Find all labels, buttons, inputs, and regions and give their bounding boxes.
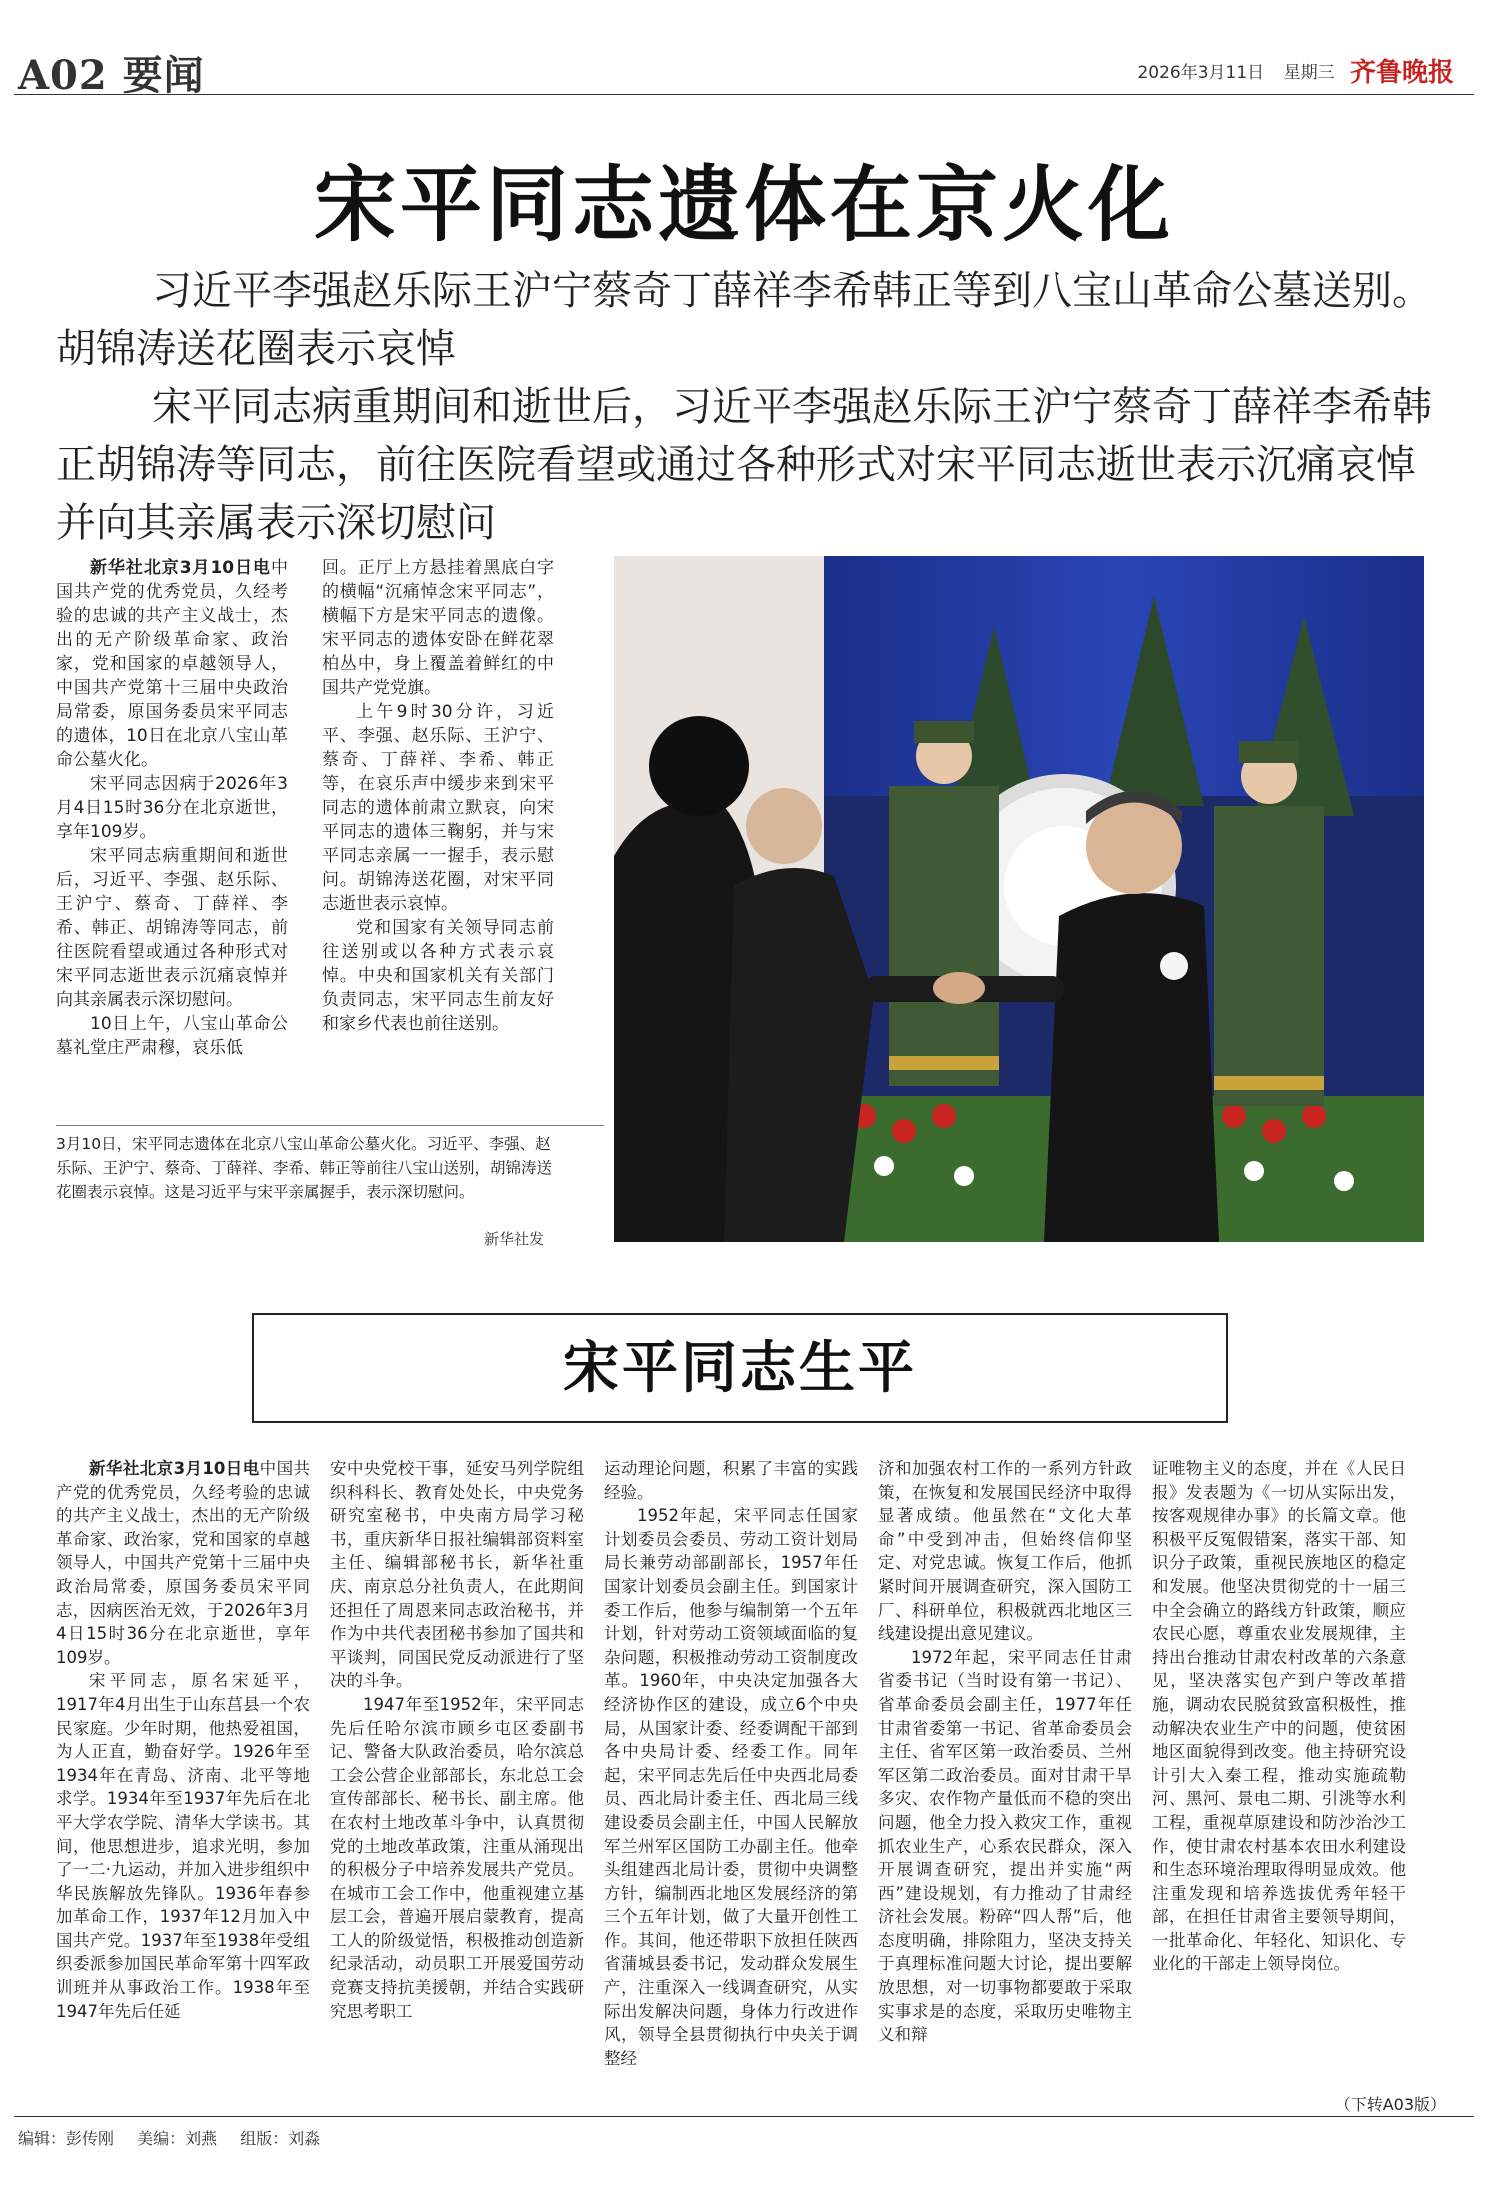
bio-column <box>56 1457 310 2023</box>
paragraph: 1947年至1952年，宋平同志先后任哈尔滨市顾乡屯区委副书记、警备大队政治委员，哈尔滨总工会公营企业部部长，东北总工会宣传部部长、秘书长、副主席。他在农村土地改革斗争中，认真贯彻党的土地改革政策，注重从涌现出的积极分子中培养发展共产党员。在城市工会工作中，他重视建立基层工会，普遍开展启蒙教育，提高工人的阶级觉悟，积极推动创造新纪录活动，动员职工开展爱国劳动竞赛支持抗美援朝，并结合实践研究思考职工 <box>330 1694 584 2021</box>
page-section-label: A02 要闻 <box>18 52 205 99</box>
photo-credit: 新华社发 <box>484 1230 545 1248</box>
paragraph: 宋平同志病重期间和逝世后，习近平、李强、赵乐际、王沪宁、蔡奇、丁薛祥、李希、韩正、胡锦涛等同志，前往医院看望或通过各种形式对宋平同志逝世表示沉痛哀悼并向其亲属表示深切慰问。 <box>56 846 288 1010</box>
paragraph: 1972年起，宋平同志任甘肃省委书记（当时设有第一书记）、省革命委员会副主任，1977年任甘肃省委第一书记、省革命委员会主任、省军区第一政治委员、兰州军区第二政治委员。面对甘肃干旱多灾、农作物产量低而不稳的突出问题，他全力投入救灾工作，重视抓农业生产，心系农民群众，深入开展调查研究，提出并实施“两西”建设规划，有力推动了甘肃经济社会发展。粉碎“四人帮”后，他态度明确，排除阻力，坚决支持关于真理标准问题大讨论，提出要解放思想，对一切事物都要敢于采取实事求是的态度，采取历史唯物主义和辩 <box>878 1647 1132 2045</box>
caption-rule <box>56 1125 604 1126</box>
paragraph: 中国共产党的优秀党员，久经考验的忠诚的共产主义战士，杰出的无产阶级革命家、政治家，党和国家的卓越领导人，中国共产党第十三届中央政治局常委，原国务委员宋平同志，因病医治无效，于2026年3月4日15时36分在北京逝世，享年109岁。 <box>56 1459 310 1667</box>
header-rule <box>14 94 1474 95</box>
footer-credits <box>18 2126 338 2149</box>
paragraph: 党和国家有关领导同志前往送别或以各种方式表示哀悼。中央和国家机关有关部门负责同志，宋平同志生前友好和家乡代表也前往送别。 <box>322 918 554 1034</box>
paragraph: 10日上午，八宝山革命公墓礼堂庄严肃穆，哀乐低 <box>56 1014 288 1058</box>
bio-column <box>604 1457 858 2070</box>
paragraph: 上午9时30分许，习近平、李强、赵乐际、王沪宁、蔡奇、丁薛祥、李希、韩正等，在哀乐声中缓步来到宋平同志的遗体前肃立默哀，向宋平同志的遗体三鞠躬，并与宋平同志亲属一一握手，表示慰问。胡锦涛送花圈，对宋平同志逝世表示哀悼。 <box>322 702 554 914</box>
issue-weekday: 星期三 <box>1283 63 1335 83</box>
issue-date: 2026年3月11日 <box>1137 63 1265 83</box>
paragraph: 济和加强农村工作的一系列方针政策，在恢复和发展国民经济中取得显著成绩。他虽然在“文化大革命”中受到冲击，但始终信仰坚定、对党忠诚。恢复工作后，他抓紧时间开展调查研究，深入国防工厂、科研单位，积极就西北地区三线建设提出意见建议。 <box>878 1459 1132 1644</box>
art-credit: 美编：刘燕 <box>137 2129 218 2148</box>
page-title: 宋平同志遗体在京火化 <box>313 157 1174 253</box>
section-title-box: 宋平同志生平 <box>252 1313 1228 1423</box>
news-photo <box>614 556 1424 1242</box>
masthead <box>1137 52 1454 89</box>
paragraph: 安中央党校干事，延安马列学院组织科科长、教育处处长，中央党务研究室秘书，中央南方局学习秘书，重庆新华日报社编辑部资料室主任、编辑部秘书长，新华社重庆、南京总分社负责人，在此期间还担任了周恩来同志政治秘书，并作为中共代表团秘书参加了国共和平谈判，同国民党反动派进行了坚决的斗争。 <box>330 1459 584 1691</box>
paragraph: 中国共产党的优秀党员，久经考验的忠诚的共产主义战士，杰出的无产阶级革命家、政治家，党和国家的卓越领导人，中国共产党第十三届中央政治局常委，原国务委员宋平同志的遗体，10日在北京八宝山革命公墓火化。 <box>56 558 288 770</box>
paragraph: 1952年起，宋平同志任国家计划委员会委员、劳动工资计划局局长兼劳动部副部长，1957年任国家计划委员会副主任。到国家计委工作后，他参与编制第一个五年计划，针对劳动工资领域面临的复杂问题，积极推动劳动工资制度改革。1960年，中央决定加强各大经济协作区的建设，成立6个中央局，从国家计委、经委调配干部到各中央局计委、经委工作。同年起，宋平同志先后任中央西北局委员、西北局计委主任、西北局三线建设委员会副主任，中国人民解放军兰州军区国防工办副主任。他牵头组建西北局计委，贯彻中央调整方针，编制西北地区发展经济的第三个五年计划，做了大量开创性工作。其间，他还带职下放担任陕西省蒲城县委书记，发动群众发展生产，注重深入一线调查研究，从实际出发解决问题，身体力行改进作风，领导全县贯彻执行中央关于调整经 <box>604 1506 858 2068</box>
deck-line: 宋平同志病重期间和逝世后，习近平李强赵乐际王沪宁蔡奇丁薛祥李希韩正胡锦涛等同志，前往医院看望或通过各种形式对宋平同志逝世表示沉痛哀悼并向其亲属表示深切慰问 <box>56 384 1432 546</box>
article-column <box>56 556 288 1060</box>
editor-credit: 编辑：彭传刚 <box>18 2129 115 2148</box>
bio-column <box>878 1457 1132 2047</box>
article-column <box>322 556 554 1036</box>
paragraph: 运动理论问题，积累了丰富的实践经验。 <box>604 1459 858 1502</box>
dateline: 新华社北京3月10日电 <box>90 558 271 578</box>
paragraph: 宋平同志因病于2026年3月4日15时36分在北京逝世，享年109岁。 <box>56 774 288 842</box>
bio-column <box>330 1457 584 2023</box>
continued-note: （下转A03版） <box>1334 2095 1446 2114</box>
paragraph: 证唯物主义的态度，并在《人民日报》发表题为《一切从实际出发，按客观规律办事》的长篇文章。他积极平反冤假错案，落实干部、知识分子政策，重视民族地区的稳定和发展。他坚决贯彻党的十一届三中全会确立的路线方针政策，顺应农民心愿，尊重农业发展规律，主持出台推动甘肃农村改革的六条意见，坚决落实包产到户等改革措施，调动农民脱贫致富积极性，推动解决农业生产中的问题，使贫困地区面貌得到改变。他主持研究设计引大入秦工程，推动实施疏勒河、黑河、景电二期、引洮等水利工程，重视草原建设和防沙治沙工作，使甘肃农村基本农田水利建设和生态环境治理取得明显成效。他注重发现和培养选拔优秀年轻干部，在担任甘肃省主要领导期间，一批革命化、年轻化、知识化、专业化的干部走上领导岗位。 <box>1152 1459 1406 1974</box>
photo-caption: 3月10日，宋平同志遗体在北京八宝山革命公墓火化。习近平、李强、赵乐际、王沪宁、蔡奇、丁薛祥、李希、韩正等前往八宝山送别，胡锦涛送花圈表示哀悼。这是习近平与宋平亲属握手，表示深切慰问。 <box>56 1135 553 1201</box>
bio-column <box>1152 1457 1406 1976</box>
paragraph: 回。正厅上方悬挂着黑底白字的横幅“沉痛悼念宋平同志”，横幅下方是宋平同志的遗像。宋平同志的遗体安卧在鲜花翠柏丛中，身上覆盖着鲜红的中国共产党党旗。 <box>322 558 554 698</box>
photo-scene <box>614 556 1424 1242</box>
paragraph: 宋平同志，原名宋延平，1917年4月出生于山东莒县一个农民家庭。少年时期，他热爱祖国，为人正直，勤奋好学。1926年至1934年在青岛、济南、北平等地求学。1934年至1937年先后在北平大学农学院、清华大学读书。其间，他思想进步，追求光明，参加了一二·九运动，并加入进步组织中华民族解放先锋队。1936年春参加革命工作，1937年12月加入中国共产党。1937年至1938年受组织委派参加国民革命军第十四军政训班并从事政治工作。1938年至1947年先后任延 <box>56 1671 310 2021</box>
deck <box>56 262 1446 552</box>
paper-logo: 齐鲁晚报 <box>1349 58 1454 88</box>
layout-credit: 组版：刘淼 <box>240 2129 321 2148</box>
footer-rule <box>14 2116 1474 2117</box>
dateline: 新华社北京3月10日电 <box>89 1459 260 1478</box>
deck-line: 习近平李强赵乐际王沪宁蔡奇丁薛祥李希韩正等到八宝山革命公墓送别。胡锦涛送花圈表示哀悼 <box>56 268 1432 372</box>
